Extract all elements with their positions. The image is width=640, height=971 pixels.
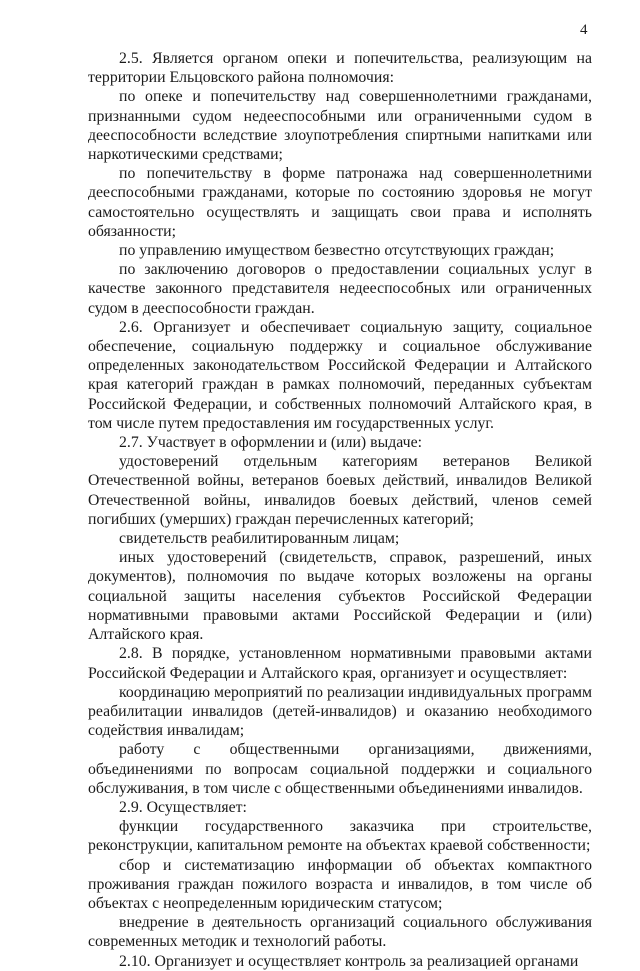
- paragraph-public-organizations: работу с общественными организациями, движениями, объединениями по вопросам социальной поддержки и социального обслуживания, в том числе с общественными объединениями инвалидов.: [88, 741, 592, 797]
- paragraph-rehabilitated-certificates: свидетельств реабилитированным лицам;: [119, 530, 400, 548]
- paragraph-patronage: по попечительству в форме патронажа над совершеннолетними дееспособными гражданами, которые по состоянию здоровья не могут самостоятельно осуществлять и защищать свои права и исполнять обязанности;: [88, 165, 592, 240]
- paragraph-methods-implementation: внедрение в деятельность организаций социального обслуживания современных методик и технологий работы.: [88, 914, 592, 951]
- paragraph-2-7: 2.7. Участвует в оформлении и (или) выдаче:: [119, 434, 422, 452]
- paragraph-2-8: 2.8. В порядке, установленном нормативными правовыми актами Российской Федерации и Алтайского края, организует и осуществляет:: [88, 645, 592, 682]
- paragraph-veteran-certificates: удостоверений отдельным категориям ветеранов Великой Отечественной войны, ветеранов боевых действий, инвалидов Великой Отечественной войны, инвалидов боевых действий, членов семей погибших (умерших) граждан перечисленных категорий;: [88, 453, 592, 528]
- paragraph-social-services-contracts: по заключению договоров о предоставлении социальных услуг в качестве законного представителя недееспособных или ограниченных судом в дееспособности граждан.: [88, 261, 592, 317]
- document-body: [88, 49, 592, 971]
- paragraph-2-6: 2.6. Организует и обеспечивает социальную защиту, социальное обеспечение, социальную поддержку и социальное обслуживание определенных законодательством Российской Федерации и Алтайского края категорий граждан в рамках полномочий, переданных субъектам Российской Федерации, и собственных полномочий Алтайского края, в том числе путем предоставления им государственных услуг.: [88, 318, 592, 432]
- paragraph-guardianship-incapable: по опеке и попечительству над совершеннолетними гражданами, признанными судом недееспособными или ограниченными судом в дееспособности вследствие злоупотребления спиртными напитками или наркотическими средствами;: [88, 88, 592, 164]
- paragraph-2-9: 2.9. Осуществляет:: [119, 798, 247, 816]
- paragraph-information-collection: сбор и систематизацию информации об объектах компактного проживания граждан пожилого возраста и инвалидов, в том числе об объектах с неопределенным юридическим статусом;: [88, 856, 592, 912]
- paragraph-2-5: 2.5. Является органом опеки и попечительства, реализующим на территории Ельцовского района полномочия:: [88, 50, 592, 87]
- page-number: 4: [580, 22, 588, 38]
- paragraph-2-10: 2.10. Организует и осуществляет контроль за реализацией органами: [119, 952, 579, 970]
- paragraph-rehabilitation-coordination: координацию мероприятий по реализации индивидуальных программ реабилитации инвалидов (детей-инвалидов) и оказанию необходимого содействия инвалидам;: [88, 683, 592, 740]
- paragraph-other-certificates: иных удостоверений (свидетельств, справок, разрешений, иных документов), полномочия по выдаче которых возложены на органы социальной защиты населения субъектов Российской Федерации нормативными правовыми актами Российской Федерации и (или) Алтайского края.: [88, 549, 592, 644]
- paragraph-property-management: по управлению имуществом безвестно отсутствующих граждан;: [119, 242, 555, 260]
- paragraph-state-customer: функции государственного заказчика при строительстве, реконструкции, капитальном ремонте на объектах краевой собственности;: [88, 818, 592, 855]
